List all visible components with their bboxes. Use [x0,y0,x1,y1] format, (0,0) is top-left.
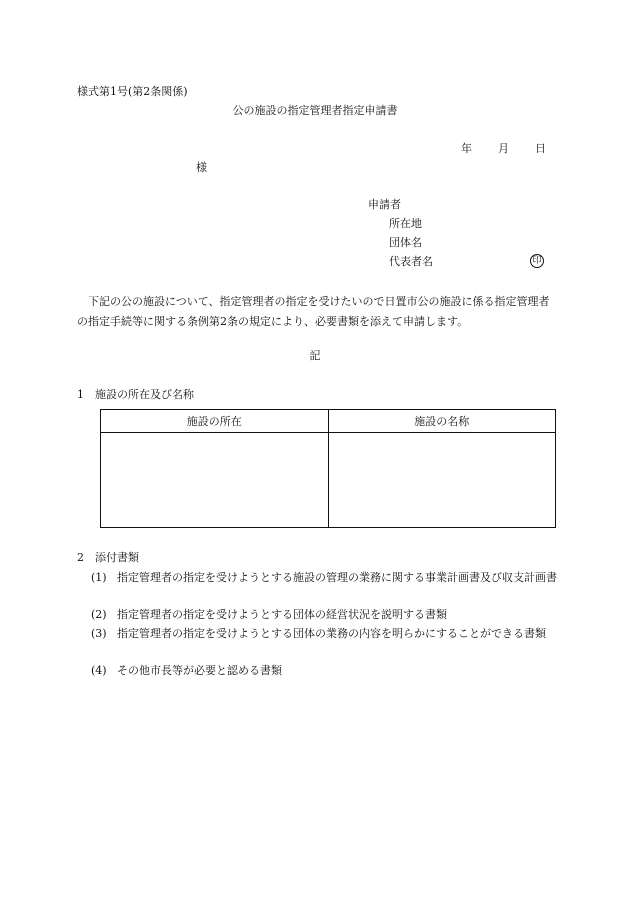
section1-heading: 1 施設の所在及び名称 [77,388,194,401]
attachment-item-number: (2) [91,608,107,621]
attachment-item-text: 指定管理者の指定を受けようとする団体の業務の内容を明らかにすることができる書類 [117,627,546,640]
facility-table [100,409,556,528]
seal-mark: 印 [530,254,544,268]
attachment-item-number: (1) [91,571,107,584]
application-statement: 下記の公の施設について、指定管理者の指定を受けたいので日置市公の施設に係る指定管理者の指定手続等に関する条例第2条の規定により、必要書類を添えて申請します。 [77,295,550,328]
facility-table-row [101,433,556,528]
date-day-label: 日 [535,142,546,155]
form-number: 様式第1号(第2条関係) [77,85,188,98]
applicant-organization-label: 団体名 [389,236,422,249]
facility-table-header-row [101,410,556,433]
section2-heading: 2 添付書類 [77,551,139,564]
facility-location-cell[interactable] [101,433,329,528]
facility-name-header: 施設の名称 [328,410,556,433]
date-year-label: 年 [461,142,472,155]
attachment-item-text: 指定管理者の指定を受けようとする団体の経営状況を説明する書類 [117,608,447,621]
ki-heading: 記 [309,349,321,362]
document-title: 公の施設の指定管理者指定申請書 [232,104,398,117]
applicant-representative-label: 代表者名 [389,255,433,268]
attachment-item-text: その他市長等が必要と認める書類 [117,664,282,677]
addressee-honorific: 様 [196,161,207,174]
facility-name-cell[interactable] [328,433,556,528]
attachment-item-number: (4) [91,664,107,677]
attachment-item-number: (3) [91,627,107,640]
attachment-item-text: 指定管理者の指定を受けようとする施設の管理の業務に関する事業計画書及び収支計画書 [117,571,557,584]
applicant-address-label: 所在地 [389,217,422,230]
applicant-label: 申請者 [368,198,401,211]
date-month-label: 月 [498,142,509,155]
facility-location-header: 施設の所在 [101,410,329,433]
